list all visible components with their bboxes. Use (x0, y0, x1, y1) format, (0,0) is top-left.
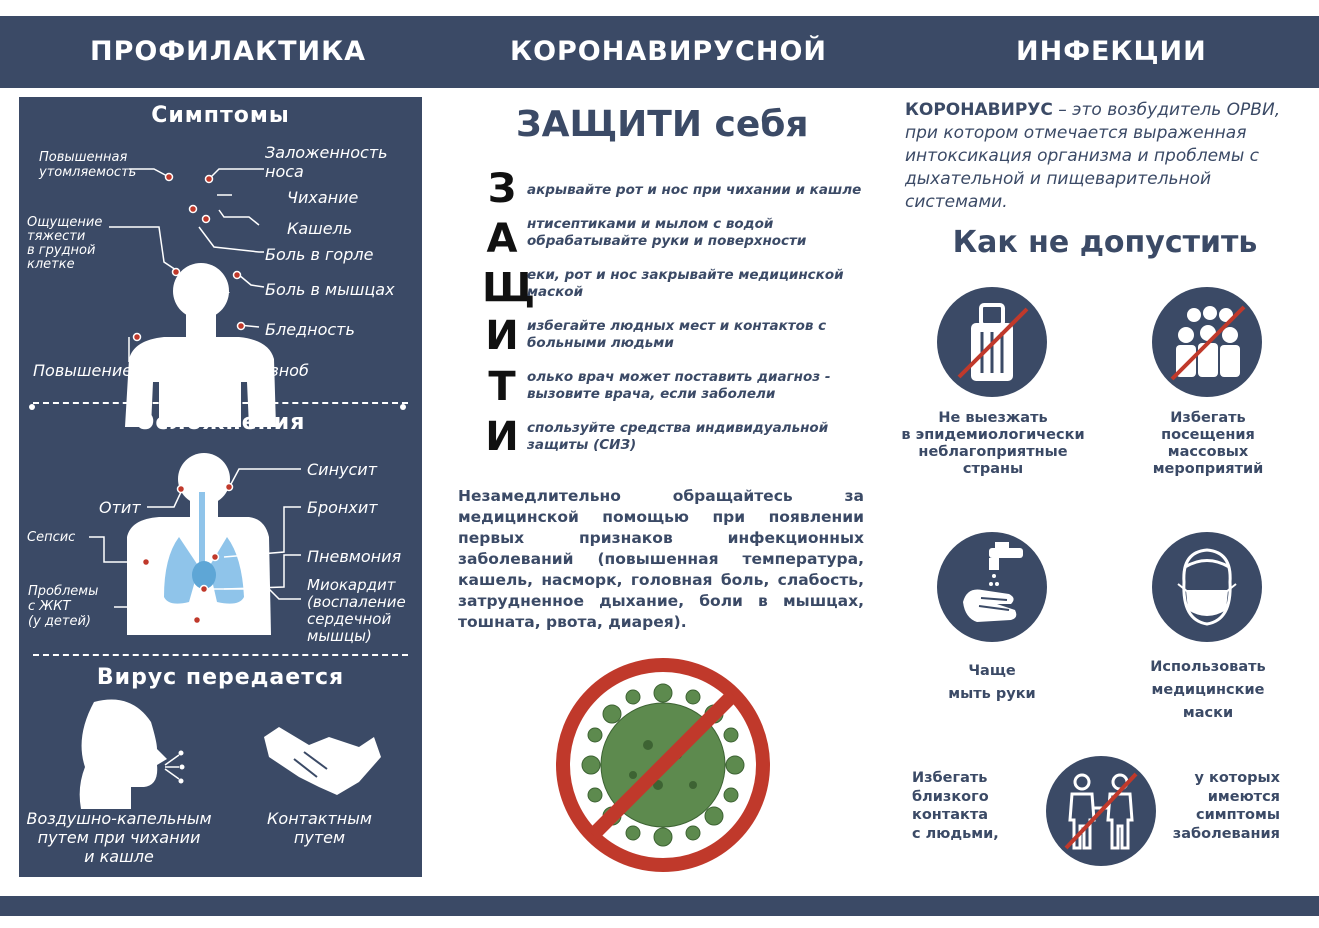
handwash-circle (937, 532, 1047, 642)
contact-circle (1046, 756, 1156, 866)
symptom-sneezing-label: Чихание (287, 188, 359, 207)
protect-rule-6: спользуйте средства индивидуальной защиты (СИЗ) (527, 420, 829, 453)
panel-illustrations (19, 97, 422, 877)
header-word-1: ПРОФИЛАКТИКА (90, 36, 367, 67)
complication-bronchitis-label: Бронхит (307, 498, 378, 517)
complications-title: Осложнения (135, 410, 306, 435)
prevention-events-caption: Избегать посещения массовых мероприятий (1152, 410, 1264, 477)
transmission-airborne-label: Воздушно-капельным путем при чихании и кашле (26, 809, 212, 866)
complication-gi-label: Проблемы с ЖКТ (у детей) (28, 584, 99, 629)
handwash-icon (937, 532, 1047, 642)
symptom-cough-label: Кашель (287, 219, 353, 238)
coronavirus-definition: КОРОНАВИРУС – это возбудитель ОРВИ, при котором отмечается выраженная интоксикация организма и проблемы с дыхательной и пищеварительной системами. (905, 100, 1281, 212)
header-banner (0, 16, 1319, 88)
suitcase-icon (937, 287, 1047, 397)
head-sneezing-icon (80, 700, 167, 810)
footer-band (0, 896, 1319, 916)
symptom-congestion-label: Заложенность носа (265, 143, 388, 181)
protect-title: ЗАЩИТИ себя (516, 104, 809, 145)
symptom-chest-label: Ощущение тяжести в грудной клетке (27, 215, 103, 272)
complication-pneumonia-label: Пневмония (307, 547, 402, 566)
symptom-pallor-label: Бледность (265, 320, 355, 339)
suitcase-circle (937, 287, 1047, 397)
prevention-travel-caption: Не выезжать в эпидемиологически неблагоприятные страны (901, 410, 1085, 477)
symptoms-title: Симптомы (151, 103, 290, 128)
crowd-icon (1152, 287, 1262, 397)
prevention-wash-caption: Чаще мыть руки (948, 663, 1036, 702)
section-divider (33, 402, 408, 404)
acrostic-letter: И (485, 414, 519, 460)
complication-sepsis-label: Сепсис (27, 530, 76, 545)
no-virus-icon (553, 655, 773, 875)
mask-circle (1152, 532, 1262, 642)
handshake-icon (264, 727, 381, 795)
mask-face-icon (1152, 532, 1262, 642)
acrostic-letter: Т (488, 364, 516, 410)
acrostic-letter: И (485, 313, 519, 359)
prevention-title: Как не допустить (952, 225, 1258, 260)
header-word-3: ИНФЕКЦИИ (1016, 36, 1207, 67)
transmission-contact-label: Контактным путем (267, 809, 372, 847)
symptom-throat-label: Боль в горле (265, 245, 374, 264)
acrostic-letter: А (486, 216, 518, 262)
symptom-fatigue-label: Повышенная утомляемость (39, 150, 137, 180)
prevention-contact-caption-right: у которых имеются симптомы заболевания (1172, 770, 1280, 842)
protect-rule-1: акрывайте рот и нос при чихании и кашле (527, 182, 862, 198)
prevention-contact-caption-left: Избегать близкого контакта с людьми, (912, 770, 999, 842)
complication-sinusitis-label: Синусит (307, 460, 378, 479)
two-people-icon (1046, 756, 1156, 866)
symptom-fever-label: Повышение температуры, озноб (33, 361, 309, 380)
protect-rule-2: нтисептиками и мылом с водой обрабатывайте руки и поверхности (527, 216, 807, 249)
protect-rule-5: олько врач может поставить диагноз - вызовите врача, если заболели (527, 369, 831, 402)
acrostic-letter: Щ (482, 265, 536, 311)
protect-rule-3: еки, рот и нос закрывайте медицинской маской (527, 267, 844, 300)
left-info-panel (19, 97, 422, 877)
acrostic-letter: З (487, 166, 517, 212)
complication-otitis-label: Отит (99, 498, 141, 517)
urgent-care-paragraph: Незамедлительно обращайтесь за медицинской помощью при появлении первых признаков инфекционных заболеваний (повышенная температура, кашель, насморк, головная боль, слабость, затрудненное дыхание, боли в мышцах, тошната, рвота, диарея). (458, 487, 864, 631)
protect-rule-4: избегайте людных мест и контактов с больными людьми (527, 318, 827, 351)
symptom-muscles-label: Боль в мышцах (265, 280, 395, 299)
section-divider (33, 654, 408, 656)
crowd-circle (1152, 287, 1262, 397)
header-word-2: КОРОНАВИРУСНОЙ (510, 36, 827, 67)
complication-myocarditis-label: Миокардит (воспаление сердечной мышцы) (307, 576, 406, 645)
prevention-masks-caption: Использовать медицинские маски (1150, 659, 1266, 721)
transmission-title: Вирус передается (96, 665, 345, 690)
